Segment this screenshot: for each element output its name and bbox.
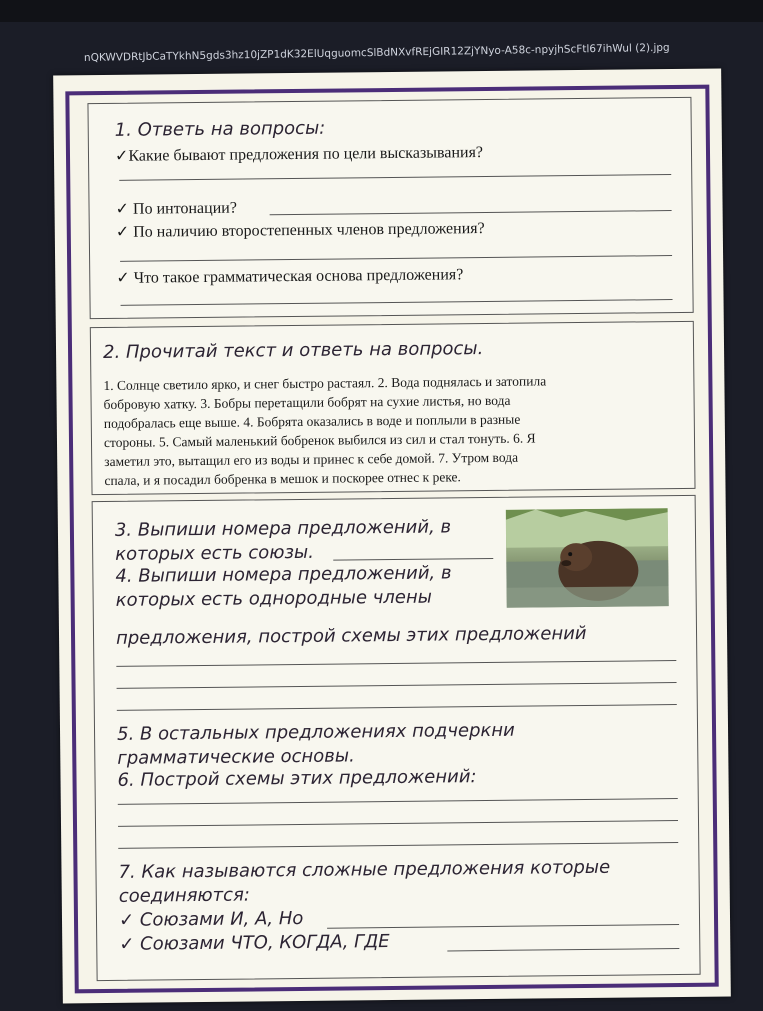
- task2-box: [90, 321, 696, 495]
- beaver-photo: [506, 508, 669, 608]
- answer-line[interactable]: [117, 682, 677, 689]
- answer-line[interactable]: [117, 704, 677, 711]
- task2-title: 2. Прочитай текст и ответь на вопросы.: [102, 338, 484, 364]
- image-filename: nQKWVDRtJbCaTYkhN5gds3hz10jZP1dK32ElUqguomcSlBdNXvfREjGIR12ZjYNyo-A58c-npyjhScFtl67ihWul (2).jpg: [83, 41, 670, 64]
- task4-line1: 4. Выпиши номера предложений, в: [115, 562, 452, 587]
- task3-line1: 3. Выпиши номера предложений, в: [114, 516, 452, 541]
- task6-line: 6. Построй схемы этих предложений:: [117, 766, 477, 791]
- task7-line2: соединяются:: [118, 884, 251, 907]
- answer-line[interactable]: [447, 948, 679, 951]
- task3-line2: которых есть союзы.: [115, 541, 315, 565]
- beaver-icon: [506, 508, 669, 608]
- task2-text-line: бобровую хатку. 3. Бобры перетащили бобрят на сухие листья, но вода: [103, 392, 511, 413]
- task7-item1: ✓ Союзами И, А, Но: [118, 907, 304, 931]
- task2-text-line: 1. Солнце светило ярко, и снег быстро растаял. 2. Вода поднялась и затопила: [103, 373, 547, 394]
- task2-text-line: подобралась еще выше. 4. Бобрята оказались в воде и поплыли в разные: [103, 411, 521, 432]
- task4-line3: предложения, построй схемы этих предложений: [115, 622, 587, 649]
- task2-text-line: спала, и я посадил бобренка в мешок и поскорее отнес к реке.: [104, 469, 461, 489]
- task1-box: [87, 97, 693, 319]
- task1-title: 1. Ответь на вопросы:: [114, 117, 326, 141]
- answer-line[interactable]: [118, 842, 678, 849]
- task7-line1: 7. Как называются сложные предложения которые: [118, 856, 611, 883]
- answer-line[interactable]: [333, 558, 493, 561]
- task4-line2: которых есть однородные члены: [115, 586, 433, 611]
- task1-question2: ✓ По интонации?: [115, 199, 237, 218]
- answer-line[interactable]: [116, 660, 676, 667]
- task1-question3: ✓ По наличию второстепенных членов предложения?: [115, 220, 485, 241]
- answer-line[interactable]: [270, 210, 672, 215]
- answer-line[interactable]: [118, 820, 678, 827]
- task5-line2: грамматические основы.: [117, 745, 355, 769]
- task2-text-line: стороны. 5. Самый маленький бобренок выбился из сил и стал тонуть. 6. Я: [103, 430, 536, 451]
- tasks-3-7-box: [92, 495, 701, 981]
- answer-line[interactable]: [118, 798, 678, 805]
- worksheet-frame: [65, 85, 718, 994]
- task5-line1: 5. В остальных предложениях подчеркни: [116, 719, 515, 745]
- task1-question1: ✓Какие бывают предложения по цели высказывания?: [114, 144, 484, 165]
- worksheet-page: [53, 69, 731, 1004]
- window-top-bar: [0, 0, 763, 22]
- answer-line[interactable]: [121, 299, 673, 306]
- answer-line[interactable]: [120, 255, 672, 262]
- task2-text-line: заметил это, вытащил его из воды и принес к себе домой. 7. Утром вода: [104, 449, 519, 470]
- task7-item2: ✓ Союзами ЧТО, КОГДА, ГДЕ: [119, 931, 390, 955]
- answer-line[interactable]: [119, 174, 671, 181]
- answer-line[interactable]: [327, 924, 679, 929]
- task1-question4: ✓ Что такое грамматическая основа предложения?: [116, 266, 464, 287]
